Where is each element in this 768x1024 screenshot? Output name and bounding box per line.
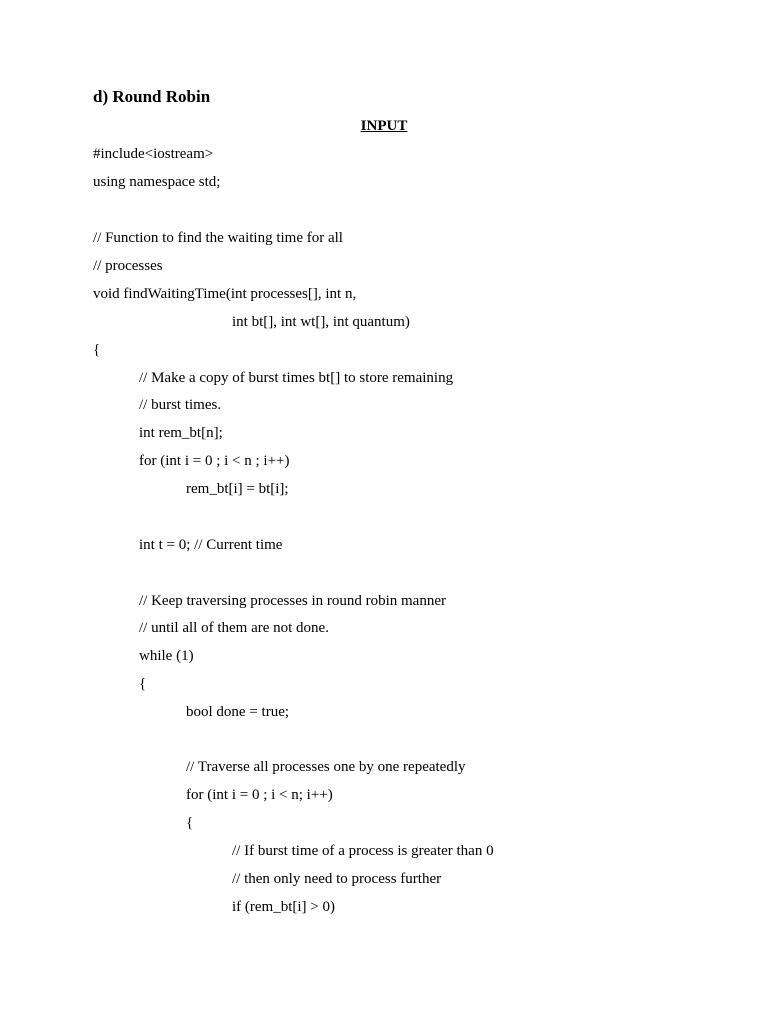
code-line: { [139, 676, 147, 692]
code-line: // Make a copy of burst times bt[] to store remaining [139, 370, 454, 386]
code-line: int rem_bt[n]; [139, 425, 223, 441]
code-line: // then only need to process further [232, 871, 442, 887]
code-line: void findWaitingTime(int processes[], int n, [93, 286, 357, 302]
code-line: // Traverse all processes one by one repeatedly [186, 759, 466, 775]
code-line: if (rem_bt[i] > 0) [232, 899, 336, 915]
code-line: // until all of them are not done. [139, 620, 329, 636]
code-line: { [93, 342, 101, 358]
code-line: bool done = true; [186, 704, 290, 720]
code-line: // Keep traversing processes in round robin manner [139, 593, 446, 609]
code-line: rem_bt[i] = bt[i]; [186, 481, 289, 497]
code-line: while (1) [139, 648, 194, 664]
section-heading: d) Round Robin [93, 87, 211, 106]
code-line: for (int i = 0 ; i < n; i++) [186, 787, 333, 803]
code-line: using namespace std; [93, 174, 221, 190]
code-line: // processes [93, 258, 163, 274]
code-line: // burst times. [139, 397, 222, 413]
code-line: // If burst time of a process is greater than 0 [232, 843, 494, 859]
code-line: int bt[], int wt[], int quantum) [232, 314, 410, 330]
code-line: #include<iostream> [93, 146, 214, 162]
input-subheading: INPUT [360, 118, 408, 134]
code-line: { [186, 815, 194, 831]
code-line: for (int i = 0 ; i < n ; i++) [139, 453, 290, 469]
code-line: // Function to find the waiting time for all [93, 230, 343, 246]
code-line: int t = 0; // Current time [139, 537, 283, 553]
